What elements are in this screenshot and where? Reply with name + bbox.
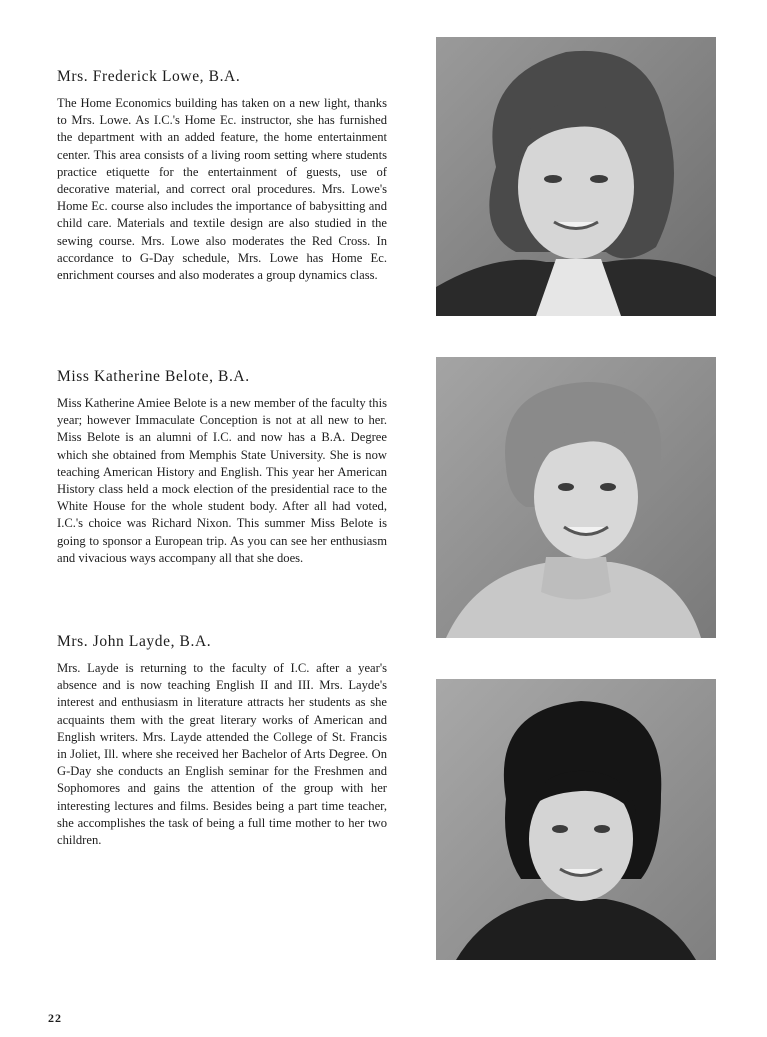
profile-lowe xyxy=(57,68,387,284)
page-number: 22 xyxy=(48,1011,62,1025)
portrait-photo-lowe xyxy=(436,37,716,316)
profile-bio: Mrs. Layde is returning to the faculty of I.C. after a year's absence and is now teaching English II and III. Mrs. Layde's interest and enthusiasm in literature attracts her students as she acquaints them with the great literary works of American and English writers. Mrs. Layde attended the College of St. Francis in Joliet, Ill. where she received her Bachelor of Arts Degree. On G-Day she conducts an English seminar for the Freshmen and Sophomores and gains the attention of the group with her interesting lectures and films. Besides being a part time teacher, she accomplishes the task of being a full time mother to her two children. xyxy=(57,661,387,848)
profile-layde xyxy=(57,633,387,849)
profile-bio: The Home Economics building has taken on a new light, thanks to Mrs. Lowe. As I.C.'s Home Ec. instructor, she has furnished the department with an added feature, the home entertainment center. This area consists of a living room setting where students practice etiquette for the entertainment of guests, use of decorative material, and correct oral procedures. Mrs. Lowe's Home Ec. course also includes the importance of babysitting and child care. Materials and textile design are also studied in the sewing course. Mrs. Lowe also moderates the Red Cross. In accordance to G-Day schedule, Mrs. Lowe has Home Ec. enrichment courses and also moderates a group dynamics class. xyxy=(57,96,387,283)
profile-belote xyxy=(57,368,387,567)
profile-bio: Miss Katherine Amiee Belote is a new member of the faculty this year; however Immaculate Conception is not at all new to her. Miss Belote is an alumni of I.C. and now has a B.A. Degree which she obtained from Memphis State University. She is now teaching American History and English. This year her American History class held a mock election of the presidential race to the White House for the whole student body. After all had voted, I.C.'s choice was Richard Nixon. This summer Miss Belote is going to sponsor a European trip. As you can see her enthusiasm and vivacious ways accompany all that she does. xyxy=(57,396,387,565)
portrait-photo-layde xyxy=(436,679,716,960)
profile-name: Miss Katherine Belote, B.A. xyxy=(57,368,250,385)
profile-name: Mrs. Frederick Lowe, B.A. xyxy=(57,68,241,85)
portrait-photo-belote xyxy=(436,357,716,638)
profile-name: Mrs. John Layde, B.A. xyxy=(57,633,212,650)
